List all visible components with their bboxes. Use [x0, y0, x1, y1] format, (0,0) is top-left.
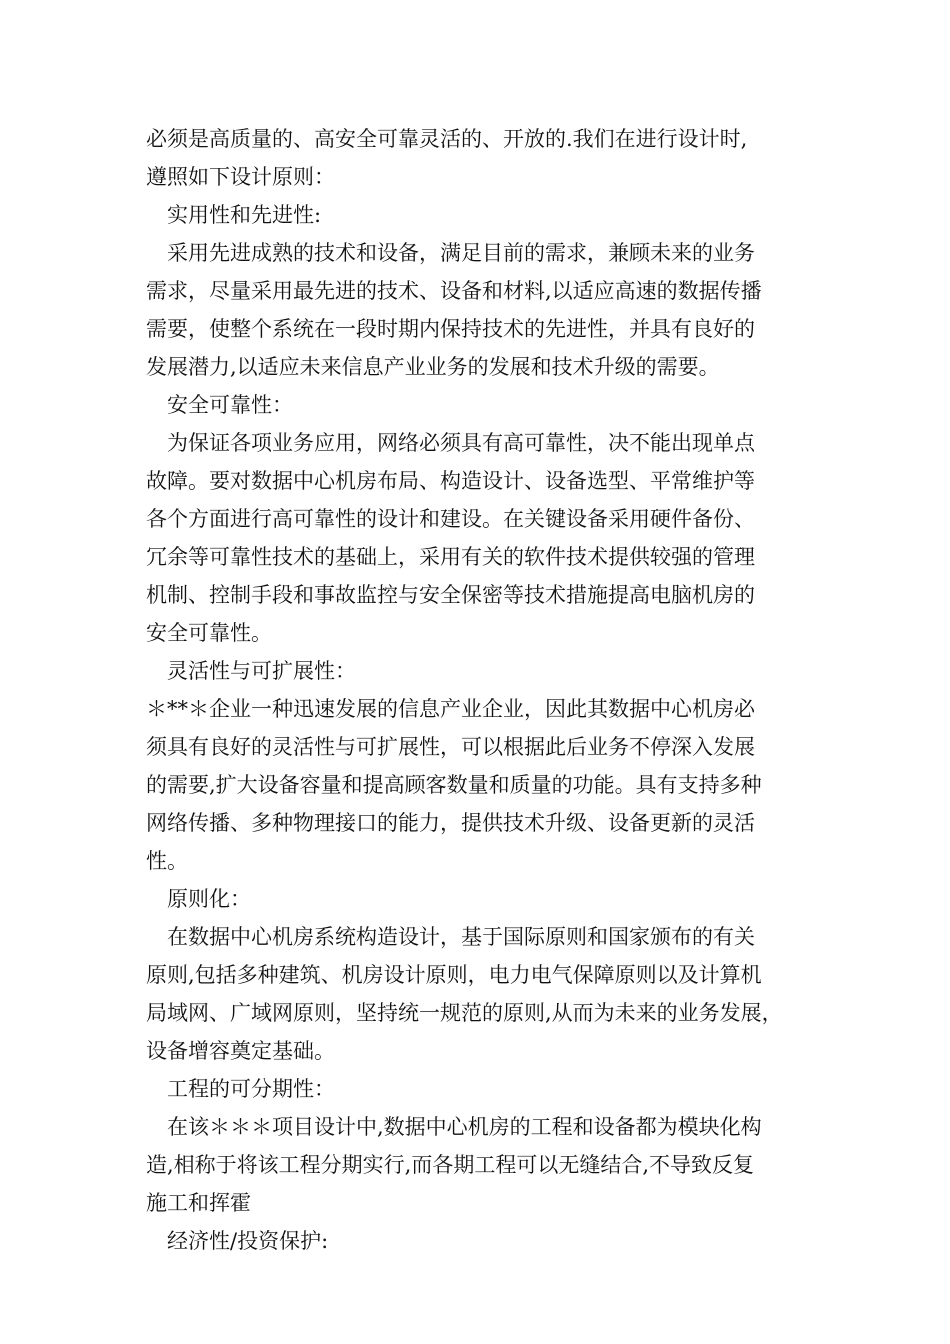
body-line: 施工和挥霍	[146, 1191, 251, 1215]
body-line: 局域网、广域网原则，坚持统一规范的原则,从而为未来的业务发展，	[146, 1001, 783, 1025]
body-line: 设备增容奠定基础。	[146, 1039, 335, 1063]
section-heading: 工程的可分期性：	[167, 1077, 335, 1101]
body-line: 造,相称于将该工程分期实行,而各期工程可以无缝结合,不导致反复	[146, 1153, 755, 1177]
paragraph-first-line: 为保证各项业务应用，网络必须具有高可靠性，决不能出现单点	[167, 431, 755, 455]
body-line: 性。	[146, 849, 188, 873]
section-heading: 实用性和先进性:	[167, 203, 322, 227]
document-body	[146, 120, 826, 1260]
paragraph-first-line: 在数据中心机房系统构造设计，基于国际原则和国家颁布的有关	[167, 925, 755, 949]
body-line: 发展潜力,以适应未来信息产业业务的发展和技术升级的需要。	[146, 355, 720, 379]
body-line: 必须是高质量的、高安全可靠灵活的、开放的.我们在进行设计时,	[146, 127, 748, 151]
body-line: 机制、控制手段和事故监控与安全保密等技术措施提高电脑机房的	[146, 583, 755, 607]
section-heading: 原则化：	[167, 887, 251, 911]
body-line: 故障。要对数据中心机房布局、构造设计、设备选型、平常维护等	[146, 469, 755, 493]
section-heading: 经济性/投资保护:	[167, 1229, 329, 1253]
body-line: 各个方面进行高可靠性的设计和建设。在关键设备采用硬件备份、	[146, 507, 755, 531]
paragraph-first-line: 采用先进成熟的技术和设备，满足目前的需求，兼顾未来的业务	[167, 241, 755, 265]
body-line: 冗余等可靠性技术的基础上，采用有关的软件技术提供较强的管理	[146, 545, 755, 569]
body-line: 网络传播、多种物理接口的能力，提供技术升级、设备更新的灵活	[146, 811, 755, 835]
section-heading: 灵活性与可扩展性：	[167, 659, 356, 683]
body-line: 原则,包括多种建筑、机房设计原则，电力电气保障原则以及计算机	[146, 963, 762, 987]
body-line: 须具有良好的灵活性与可扩展性，可以根据此后业务不停深入发展	[146, 735, 755, 759]
section-heading: 安全可靠性：	[167, 393, 293, 417]
body-line: ＊**＊企业一种迅速发展的信息产业企业，因此其数据中心机房必	[146, 697, 755, 721]
body-line: 需要，使整个系统在一段时期内保持技术的先进性，并具有良好的	[146, 317, 755, 341]
body-line: 安全可靠性。	[146, 621, 272, 645]
body-line: 的需要,扩大设备容量和提高顾客数量和质量的功能。具有支持多种	[146, 773, 762, 797]
paragraph-first-line: 在该＊＊＊项目设计中,数据中心机房的工程和设备都为模块化构	[167, 1115, 762, 1139]
body-line: 遵照如下设计原则：	[146, 165, 335, 189]
body-line: 需求，尽量采用最先进的技术、设备和材料,以适应高速的数据传播	[146, 279, 762, 303]
